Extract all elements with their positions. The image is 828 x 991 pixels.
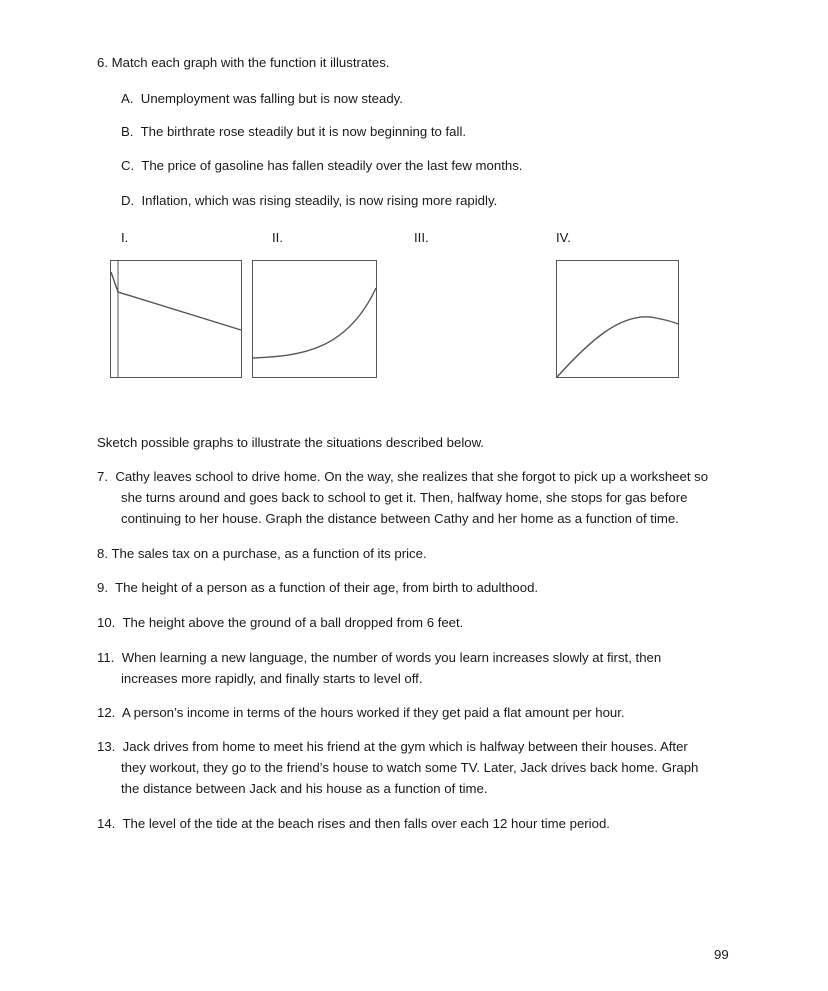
graph-label-i: I. xyxy=(121,230,129,245)
question-7 xyxy=(97,469,708,484)
question-13-line-2: they workout, they go to the friend’s house to watch some TV. Later, Jack drives back home. Graph xyxy=(121,760,699,775)
graph-i xyxy=(110,260,242,378)
question-13-line-3: the distance between Jack and his house as a function of time. xyxy=(121,781,488,796)
question-line: Jack drives from home to meet his friend at the gym which is halfway between their houses. After xyxy=(122,739,688,754)
graph-iv xyxy=(556,260,679,378)
question-number: 8. xyxy=(97,546,108,561)
option-text: The price of gasoline has fallen steadily over the last few months. xyxy=(141,158,523,173)
question-line: The sales tax on a purchase, as a function of its price. xyxy=(111,546,427,561)
option-letter: C. xyxy=(121,158,135,173)
graph-label-ii: II. xyxy=(272,230,283,245)
sketch-intro: Sketch possible graphs to illustrate the situations described below. xyxy=(97,435,485,450)
graph-iv-curve xyxy=(556,260,679,378)
option-letter: D. xyxy=(121,193,135,208)
question-line: The height above the ground of a ball dropped from 6 feet. xyxy=(122,615,464,630)
question-number: 13. xyxy=(97,739,116,754)
option-text: The birthrate rose steadily but it is now beginning to fall. xyxy=(140,124,467,139)
option-letter: A. xyxy=(121,91,134,106)
option-text: Unemployment was falling but is now steady. xyxy=(140,91,403,106)
graph-ii-curve xyxy=(252,260,377,378)
graph-i-curve xyxy=(110,260,242,378)
question-number: 12. xyxy=(97,705,116,720)
question-13 xyxy=(97,739,688,754)
question-line: A person’s income in terms of the hours worked if they get paid a flat amount per hour. xyxy=(121,705,625,720)
question-7-line-3: continuing to her house. Graph the distance between Cathy and her home as a function of time. xyxy=(121,511,679,526)
question-line: When learning a new language, the number of words you learn increases slowly at first, then xyxy=(121,650,662,665)
question-7-line-2: she turns around and goes back to school to get it. Then, halfway home, she stops for gas before xyxy=(121,490,688,505)
question-number: 9. xyxy=(97,580,108,595)
question-number: 10. xyxy=(97,615,116,630)
question-line: The level of the tide at the beach rises and then falls over each 12 hour time period. xyxy=(122,816,610,831)
question-11-line-2: increases more rapidly, and finally starts to level off. xyxy=(121,671,423,686)
option-c xyxy=(121,158,522,173)
graph-label-iii: III. xyxy=(414,230,429,245)
option-a xyxy=(121,91,403,106)
question-number: 14. xyxy=(97,816,116,831)
question-8 xyxy=(97,546,427,561)
graph-ii xyxy=(252,260,377,378)
question-6-prompt: 6. Match each graph with the function it illustrates. xyxy=(97,55,390,70)
question-line: The height of a person as a function of their age, from birth to adulthood. xyxy=(115,580,539,595)
option-letter: B. xyxy=(121,124,134,139)
page-number: 99 xyxy=(714,947,729,962)
option-b xyxy=(121,124,466,139)
question-line: Cathy leaves school to drive home. On the way, she realizes that she forgot to pick up a worksheet so xyxy=(115,469,709,484)
option-text: Inflation, which was rising steadily, is now rising more rapidly. xyxy=(141,193,498,208)
question-11 xyxy=(97,650,661,665)
question-number: 11. xyxy=(97,650,115,665)
question-14 xyxy=(97,816,610,831)
question-12 xyxy=(97,705,625,720)
question-number: 7. xyxy=(97,469,108,484)
graph-label-iv: IV. xyxy=(556,230,571,245)
option-d xyxy=(121,193,497,208)
question-10 xyxy=(97,615,463,630)
question-9 xyxy=(97,580,538,595)
